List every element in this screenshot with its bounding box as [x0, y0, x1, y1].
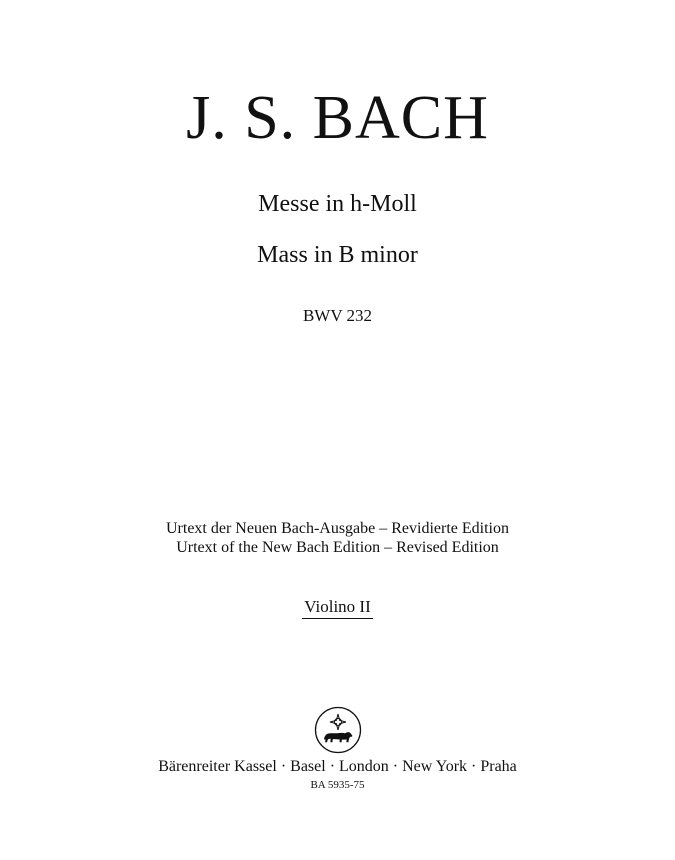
order-number: BA 5935-75 [310, 779, 365, 791]
edition-note-german: Urtext der Neuen Bach-Ausgabe – Revidierte Edition [166, 520, 509, 537]
title-german: Messe in h-Moll [258, 191, 417, 217]
composer-name: J. S. BACH [186, 84, 489, 152]
bear-icon [324, 732, 352, 742]
catalog-number: BWV 232 [302, 306, 373, 325]
part-name: Violino II [302, 597, 373, 619]
part-label-wrapper [0, 597, 675, 619]
publisher-line: Bärenreiter Kassel · Basel · London · New York · Praha [158, 758, 517, 775]
edition-note-english: Urtext of the New Bach Edition – Revised Edition [176, 539, 499, 556]
star-icon [330, 714, 346, 730]
title-english: Mass in B minor [257, 242, 418, 268]
publisher-logo-icon [313, 705, 363, 755]
